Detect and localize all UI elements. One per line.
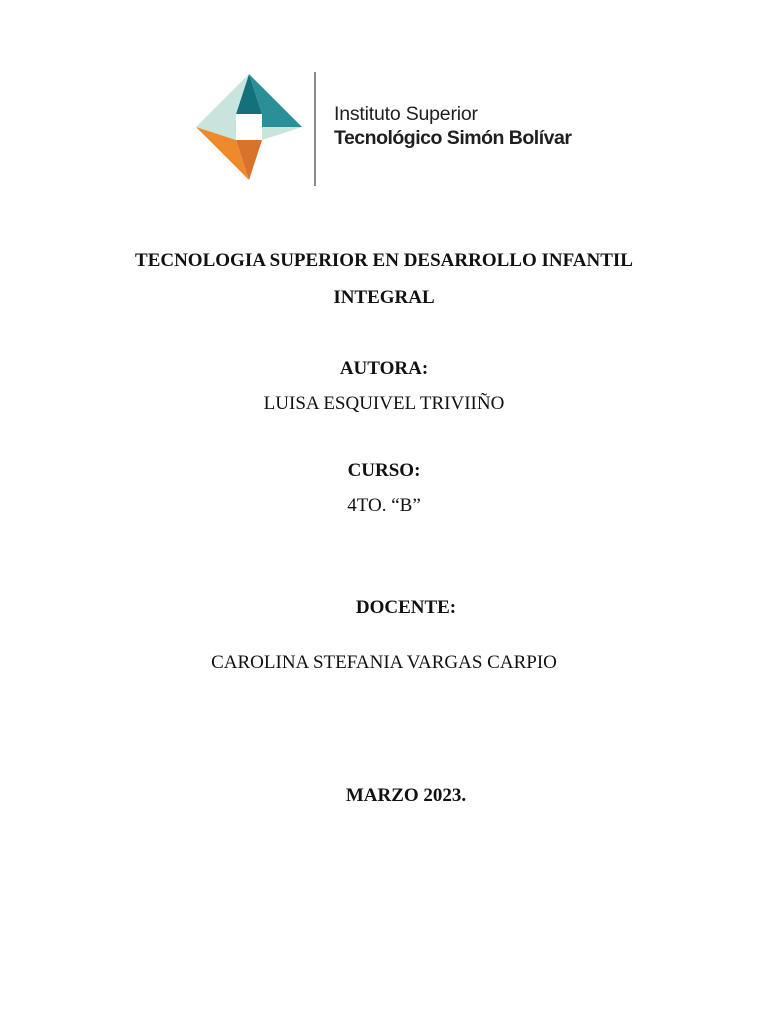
logo-name-line2: Tecnológico Simón Bolívar	[334, 127, 572, 149]
course-value: 4TO. “B”	[347, 495, 421, 516]
document-date: MARZO 2023.	[345, 785, 467, 806]
title-line2: INTEGRAL	[333, 287, 435, 308]
diamond-logo-icon	[192, 70, 306, 184]
logo-text	[334, 102, 571, 150]
course-label: CURSO:	[347, 460, 421, 481]
author-name: LUISA ESQUIVEL TRIVIIÑO	[263, 393, 505, 414]
teacher-label: DOCENTE:	[355, 597, 457, 618]
institution-logo	[192, 70, 582, 188]
teacher-name: CAROLINA STEFANIA VARGAS CARPIO	[211, 652, 557, 673]
logo-name-line1: Instituto Superior	[334, 103, 478, 125]
author-label: AUTORA:	[339, 358, 429, 379]
title-line1: TECNOLOGIA SUPERIOR EN DESARROLLO INFANTIL	[135, 250, 633, 271]
logo-divider	[314, 72, 316, 186]
